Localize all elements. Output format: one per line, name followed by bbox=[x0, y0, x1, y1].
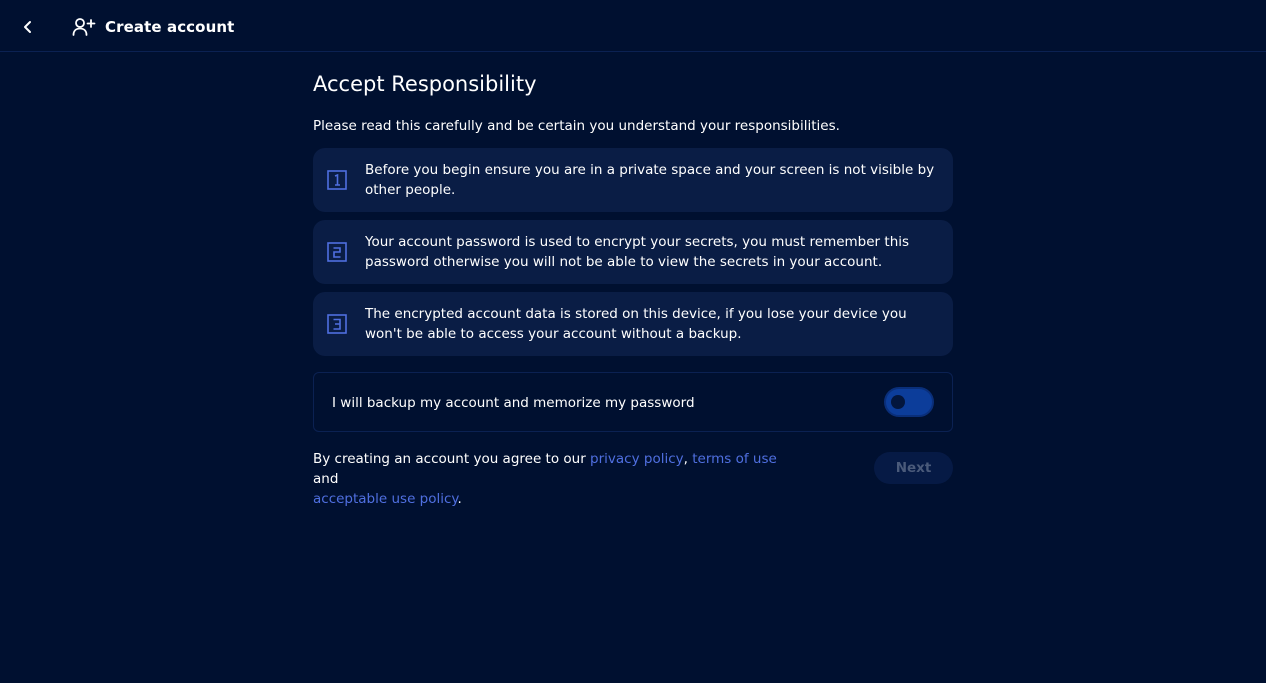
privacy-policy-link[interactable]: privacy policy bbox=[590, 451, 684, 467]
header-title: Create account bbox=[105, 18, 235, 36]
toggle-knob bbox=[891, 395, 905, 409]
terms-suffix: . bbox=[457, 491, 462, 507]
responsibility-card-3 bbox=[313, 292, 953, 356]
responsibility-card-2 bbox=[313, 220, 953, 284]
number-2-icon bbox=[327, 242, 347, 262]
responsibility-text-3: The encrypted account data is stored on this device, if you lose your device you won't be able to access your account without a backup. bbox=[365, 306, 907, 342]
add-user-icon bbox=[72, 17, 96, 37]
main-content bbox=[313, 68, 953, 507]
next-button[interactable]: Next bbox=[874, 452, 953, 484]
terms-of-use-link[interactable]: terms of use bbox=[692, 451, 777, 467]
terms-prefix: By creating an account you agree to our bbox=[313, 451, 591, 467]
back-button[interactable] bbox=[14, 13, 42, 41]
header-title-group bbox=[72, 14, 234, 40]
page-subtitle: Please read this carefully and be certain you understand your responsibilities. bbox=[313, 118, 840, 134]
terms-separator-1: , bbox=[683, 451, 693, 467]
terms-separator-2: and bbox=[313, 471, 339, 487]
chevron-left-icon bbox=[21, 20, 35, 34]
acknowledge-label: I will backup my account and memorize my password bbox=[332, 395, 695, 411]
acknowledge-toggle[interactable] bbox=[884, 387, 934, 417]
number-3-icon bbox=[327, 314, 347, 334]
number-1-icon bbox=[327, 170, 347, 190]
responsibility-text-2: Your account password is used to encrypt your secrets, you must remember this password otherwise you will not be able to view the secrets in your account. bbox=[365, 234, 910, 270]
responsibility-card-1 bbox=[313, 148, 953, 212]
terms-agreement-text bbox=[313, 449, 793, 509]
acknowledge-row bbox=[313, 372, 953, 432]
acceptable-use-policy-link[interactable]: acceptable use policy bbox=[313, 491, 458, 507]
top-bar bbox=[0, 0, 1266, 52]
page-title: Accept Responsibility bbox=[313, 72, 537, 96]
responsibility-text-1: Before you begin ensure you are in a private space and your screen is not visible by other people. bbox=[365, 162, 935, 198]
